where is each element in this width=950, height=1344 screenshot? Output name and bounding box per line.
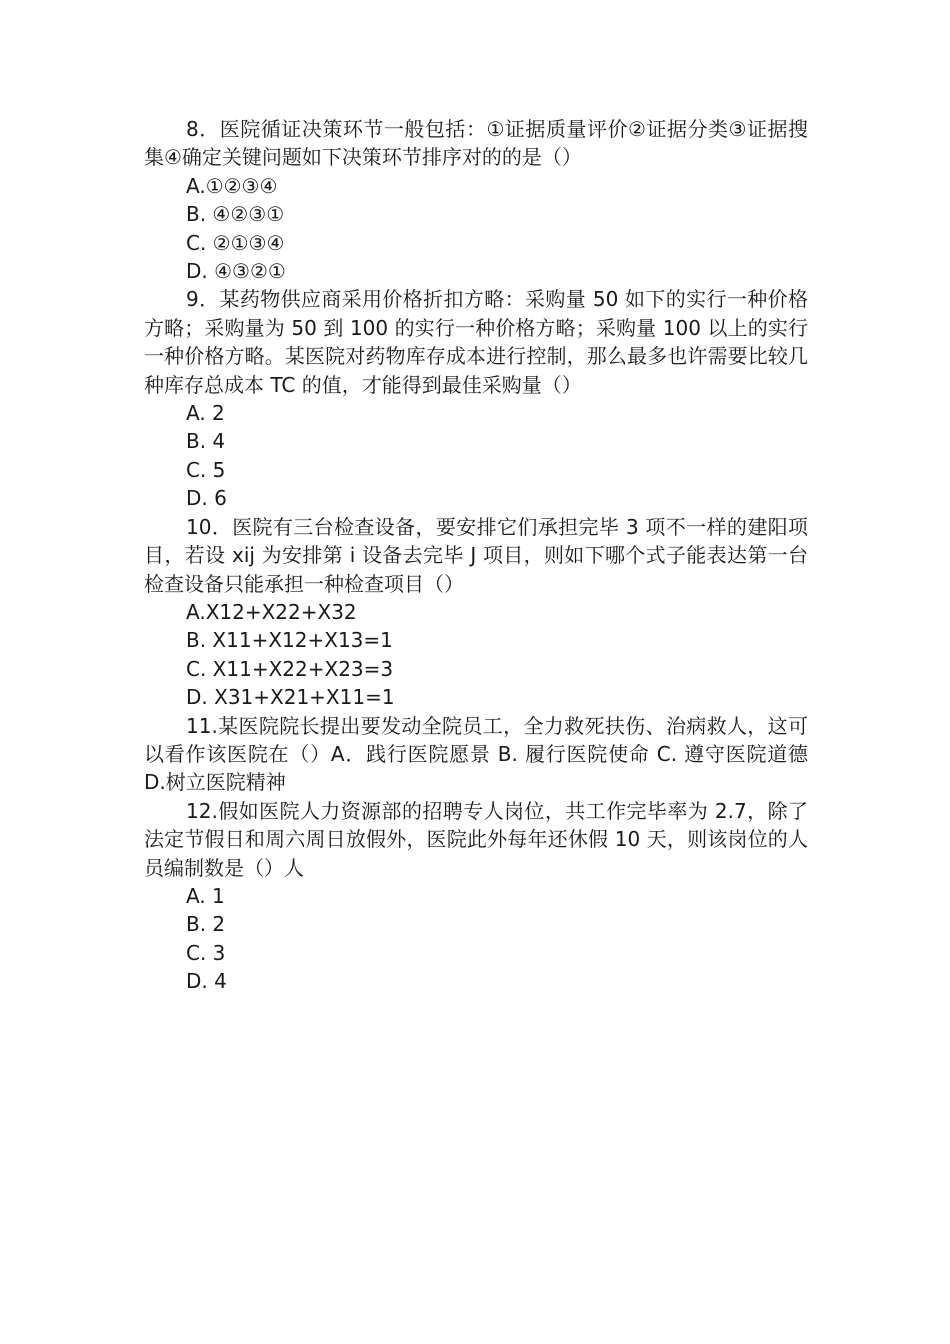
- document-page: [144, 115, 808, 996]
- question-10-option-d: D. X31+X21+X11=1: [186, 685, 395, 710]
- question-11-stem: 11.某医院院长提出要发动全院员工，全力救死扶伤、治病救人，这可以看作该医院在（）A．践行医院愿景 B. 履行医院使命 C. 遵守医院道德 D.树立医院精神: [144, 713, 808, 795]
- question-9-option-b: B. 4: [186, 429, 226, 454]
- question-10-option-c: C. X11+X22+X23=3: [186, 656, 394, 681]
- question-9-option-c: C. 5: [186, 457, 226, 482]
- question-12-option-c: C. 3: [186, 940, 226, 965]
- question-8-option-b: B. ④②③①: [186, 202, 285, 227]
- question-8-option-c: C. ②①③④: [186, 230, 285, 255]
- question-9-option-a: A. 2: [186, 401, 225, 426]
- question-12-option-d: D. 4: [186, 969, 227, 994]
- question-8-option-d: D. ④③②①: [186, 259, 286, 284]
- question-8-option-a: A.①②③④: [186, 173, 278, 198]
- question-12-option-b: B. 2: [186, 912, 226, 937]
- question-9-option-d: D. 6: [186, 486, 227, 511]
- question-10-option-b: B. X11+X12+X13=1: [186, 628, 393, 653]
- question-9-stem: 9．某药物供应商采用价格折扣方略：采购量 50 如下的实行一种价格方略；采购量为 50 到 100 的实行一种价格方略；采购量 100 以上的实行一种价格方略。某医院对药物库存成本进行控制，那么最多也许需要比较几种库存总成本 TC 的值，才能得到最佳采购量（）: [144, 287, 808, 397]
- question-12-stem: 12.假如医院人力资源部的招聘专人岗位，共工作完毕率为 2.7，除了法定节假日和周六周日放假外，医院此外每年还休假 10 天，则该岗位的人员编制数是（）人: [144, 798, 808, 880]
- question-8-stem: 8．医院循证决策环节一般包括：①证据质量评价②证据分类③证据搜集④确定关键问题如下决策环节排序对的的是（）: [144, 117, 808, 170]
- question-12-option-a: A. 1: [186, 883, 225, 908]
- question-10-option-a: A.X12+X22+X32: [186, 599, 357, 624]
- question-10-stem: 10．医院有三台检查设备，要安排它们承担完毕 3 项不一样的建阳项目，若设 xij 为安排第 i 设备去完毕 J 项目，则如下哪个式子能表达第一台检查设备只能承担一种检查项目（）: [144, 514, 808, 596]
